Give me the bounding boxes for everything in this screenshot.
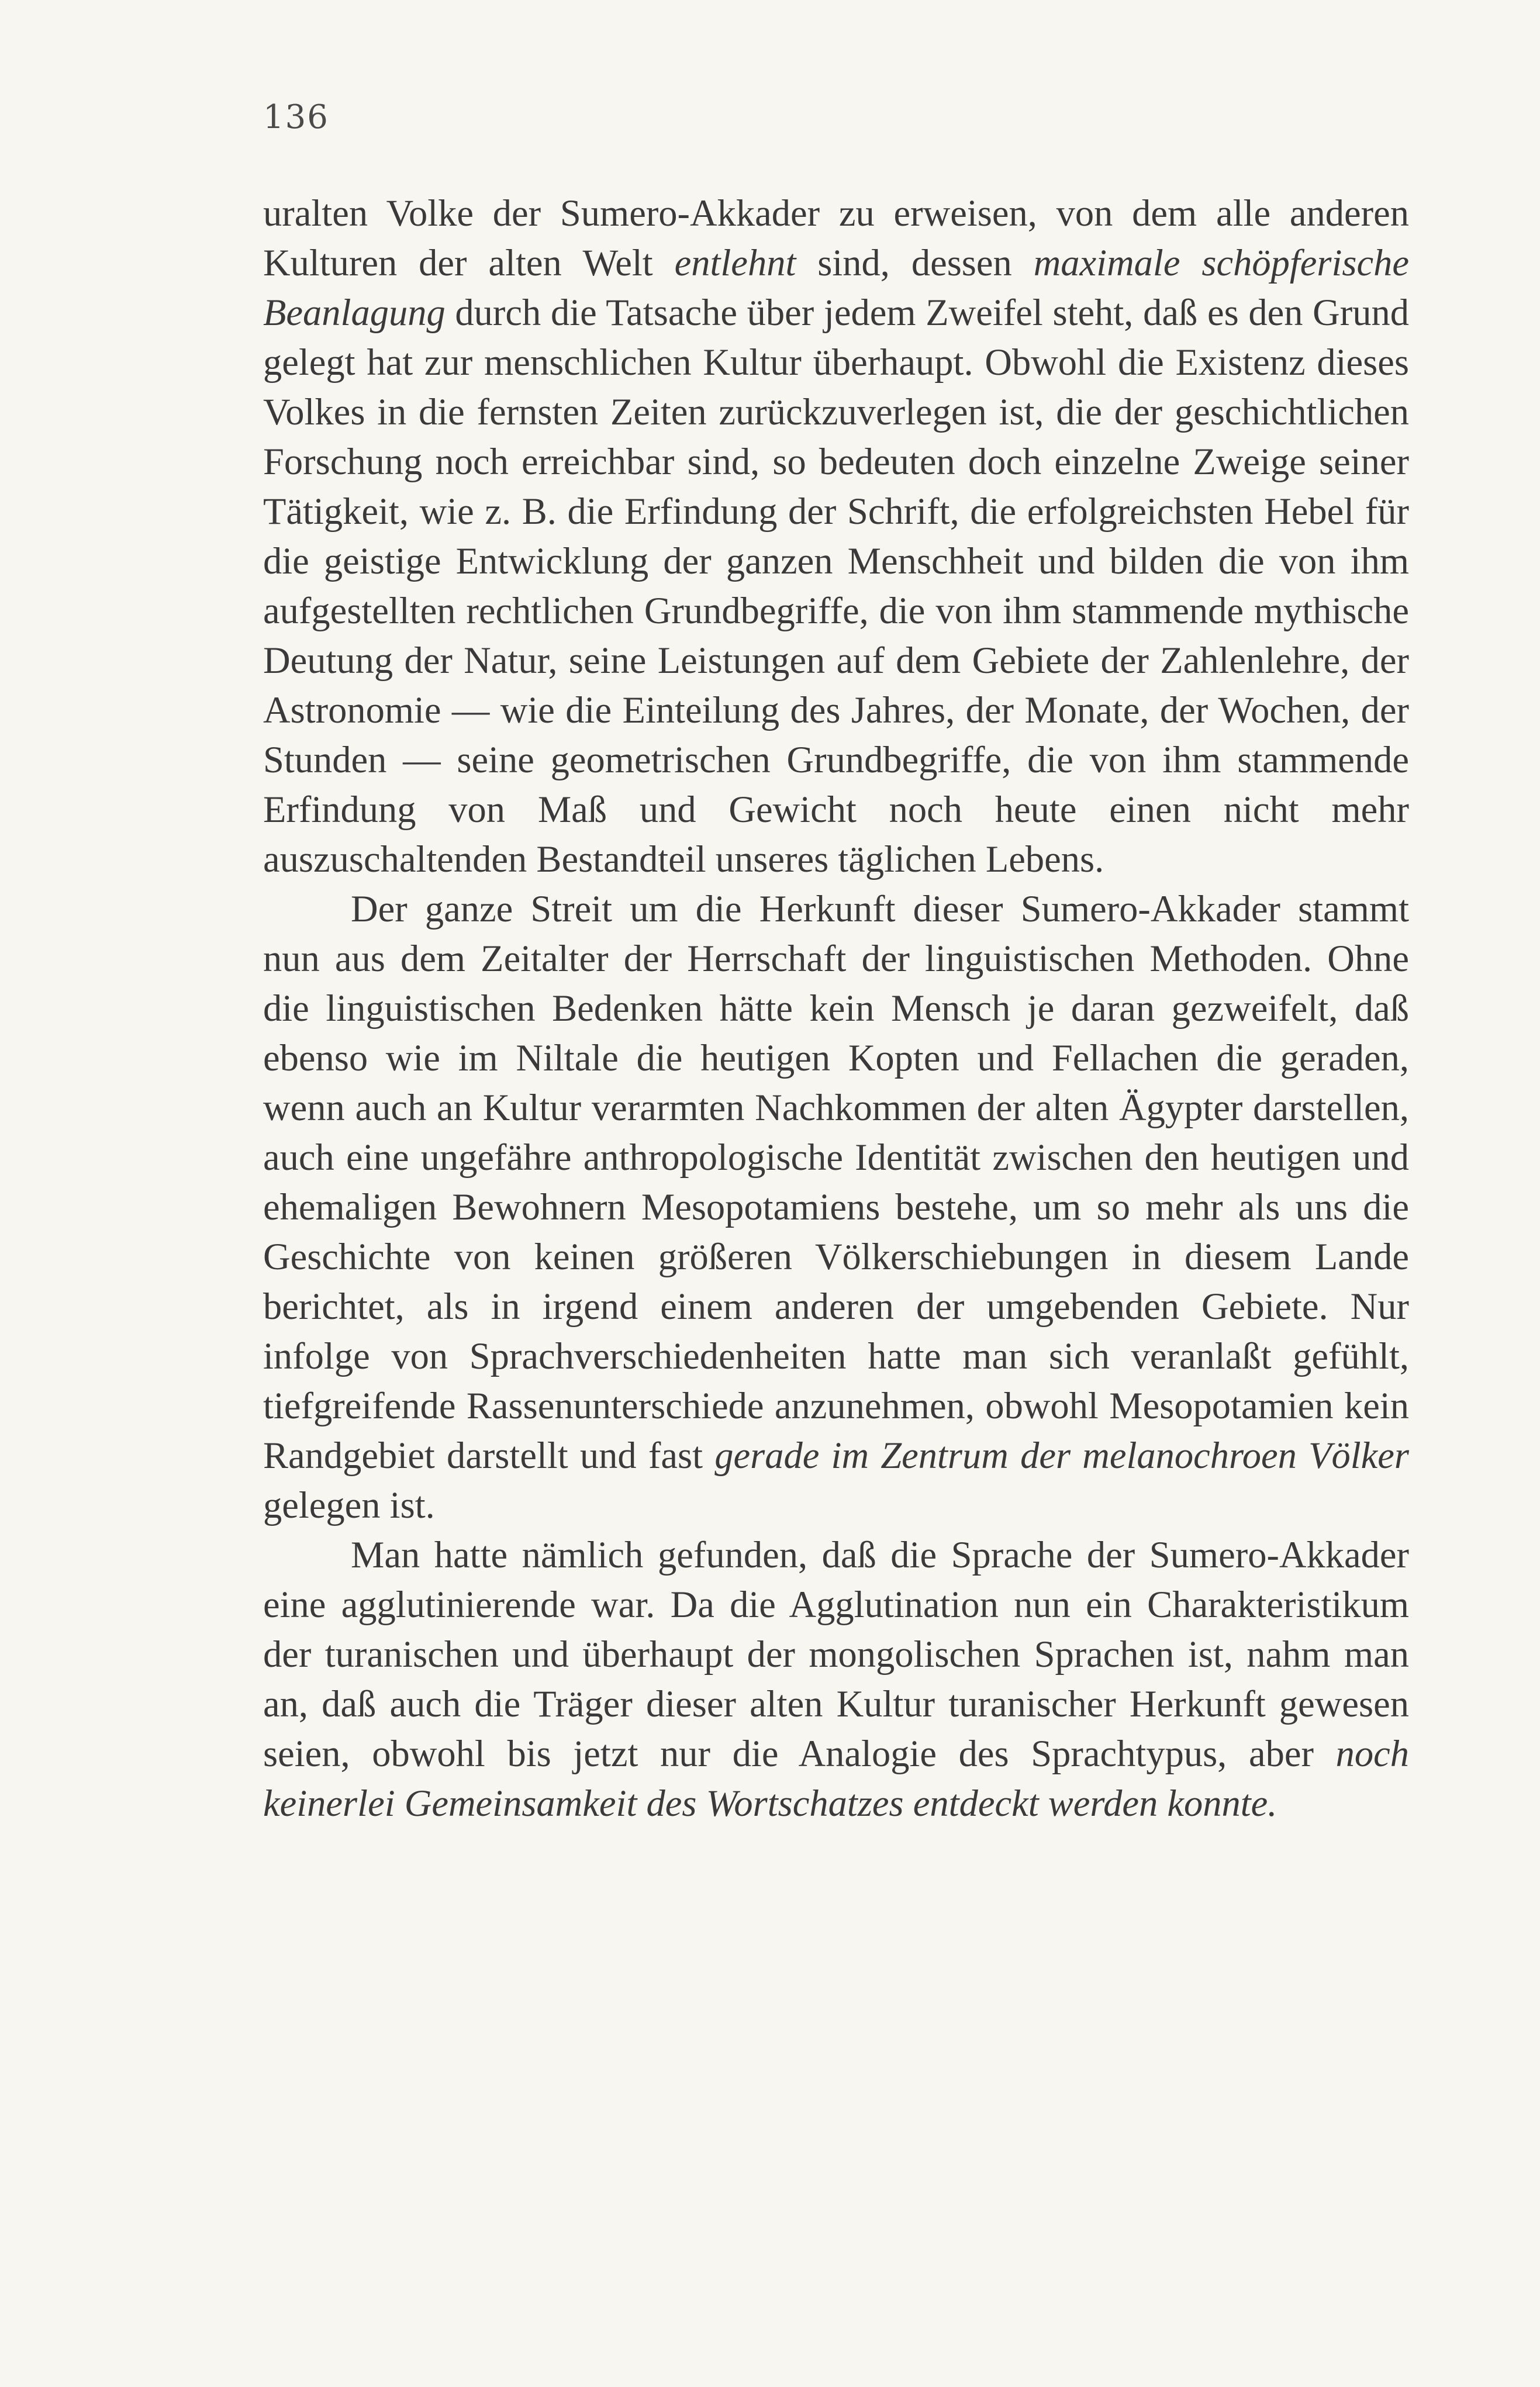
italic-segment: entlehnt [674,242,796,284]
italic-segment: noch keinerlei Gemeinsamkeit des Wortschatzes entdeckt werden konnte. [263,1733,1409,1824]
text-segment: durch die Tatsache über jedem Zweifel steht, daß es den Grund gelegt hat zur menschlichen Kultur überhaupt. Obwohl die Existenz dieses Volkes in die fernsten Zeiten zurückzuverlegen ist, die der geschichtlichen Forschung noch erreichbar sind, so bedeuten doch einzelne Zweige seiner Tätigkeit, wie z. B. die Erfindung der Schrift, die erfolgreichsten Hebel für die geistige Entwicklung der ganzen Menschheit und bilden die von ihm aufgestellten rechtlichen Grundbegriffe, die von ihm stammende mythische Deutung der Natur, seine Leistungen auf dem Gebiete der Zahlenlehre, der Astronomie — wie die Einteilung des Jahres, der Monate, der Wochen, der Stunden — seine geometrischen Grundbegriffe, die von ihm stammende Erfindung von Maß und Gewicht noch heute einen nicht mehr auszuschaltenden Bestandteil unseres täglichen Lebens. [263,292,1409,880]
paragraph-3 [263,1530,1409,1828]
paragraph-1 [263,188,1409,884]
text-segment: sind, dessen [796,242,1034,284]
text-segment: Der ganze Streit um die Herkunft dieser Sumero-Akkader stammt nun aus dem Zeitalter der Herrschaft der linguistischen Methoden. Ohne die linguistischen Bedenken hätte kein Mensch je daran gezweifelt, daß ebenso wie im Niltale die heutigen Kopten und Fellachen die geraden, wenn auch an Kultur verarmten Nachkommen der alten Ägypter darstellen, auch eine ungefähre anthropologische Identität zwischen den heutigen und ehemaligen Bewohnern Mesopotamiens bestehe, um so mehr als uns die Geschichte von keinen größeren Völkerschiebungen in diesem Lande berichtet, als in irgend einem anderen der umgebenden Gebiete. Nur infolge von Sprachverschiedenheiten hatte man sich veranlaßt gefühlt, tiefgreifende Rassenunterschiede anzunehmen, obwohl Mesopotamien kein Randgebiet darstellt und fast [263,888,1409,1476]
text-segment: uralten Volke der Sumero-Akkader zu erweisen, von dem alle anderen Kulturen der alten Welt [263,192,1409,284]
paragraph-2 [263,884,1409,1530]
text-segment: Man hatte nämlich gefunden, daß die Sprache der Sumero-Akkader eine agglutinierende war. Da die Agglutination nun ein Charakteristikum der turanischen und überhaupt der mongolischen Sprachen ist, nahm man an, daß auch die Träger dieser alten Kultur turanischer Herkunft gewesen seien, obwohl bis jetzt nur die Analogie des Sprachtypus, aber [263,1534,1409,1774]
italic-segment: maximale schöpferische Beanlagung [263,242,1409,333]
text-segment: gelegen ist. [263,1484,435,1526]
italic-segment: gerade im Zentrum der melanochroen Völker [714,1435,1409,1476]
page-number: 136 [263,98,329,136]
body-text [263,188,1409,1828]
